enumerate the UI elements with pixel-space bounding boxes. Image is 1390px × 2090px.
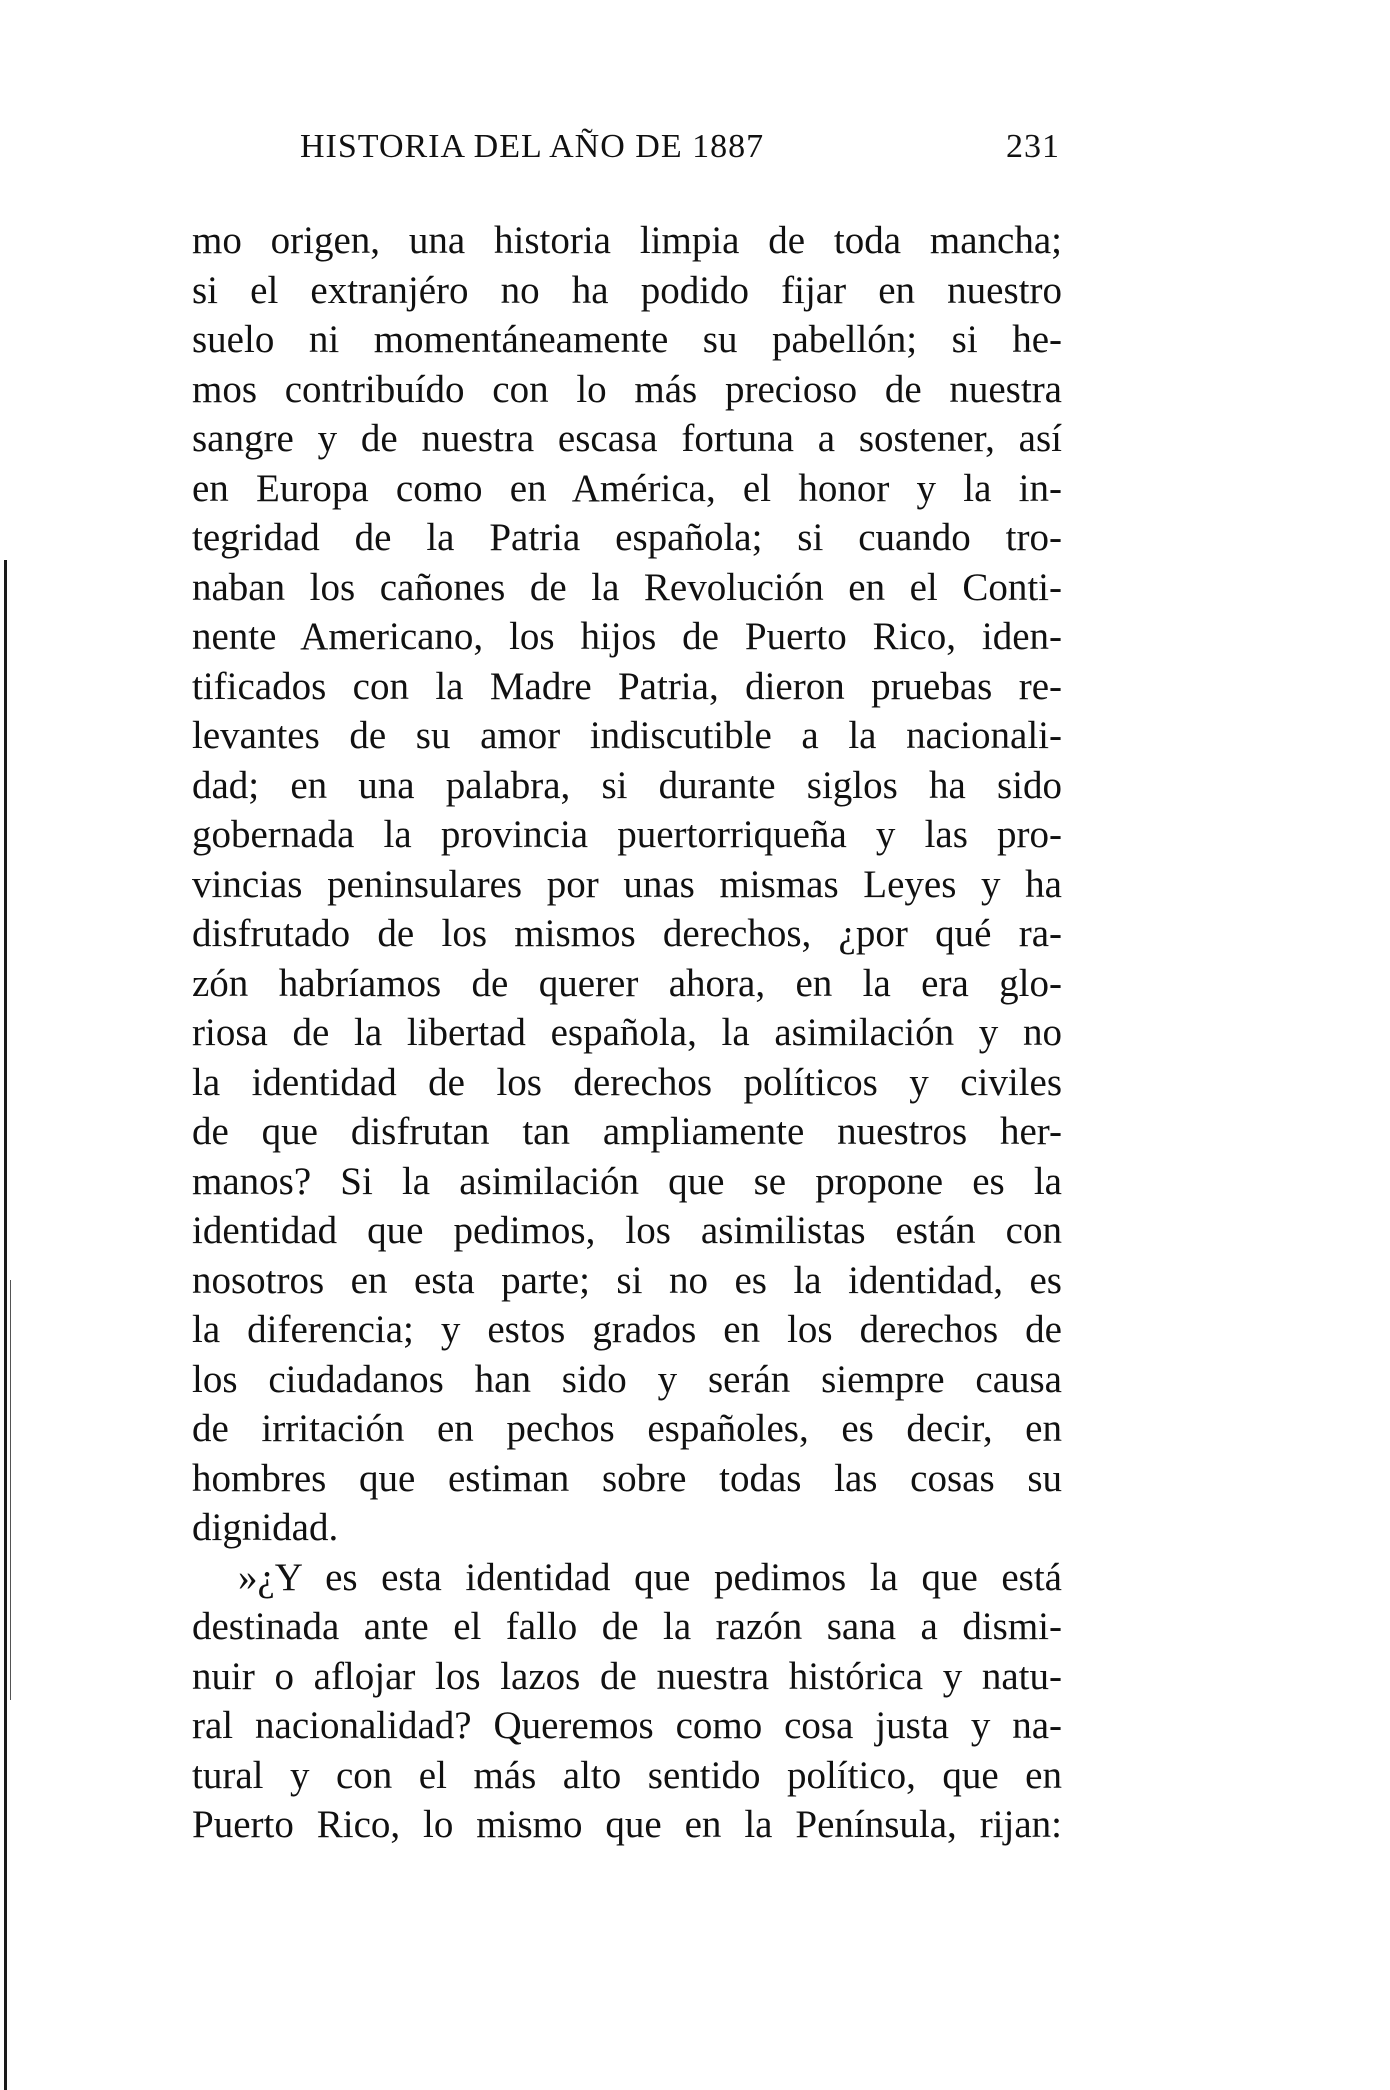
text-line: nuir o aflojar los lazos de nuestra histórica y natu- — [192, 1654, 1062, 1698]
body-text — [192, 216, 1062, 1850]
text-line: disfrutado de los mismos derechos, ¿por qué ra- — [192, 912, 1062, 955]
text-line: ral nacionalidad? Queremos como cosa justa y na- — [192, 1704, 1062, 1747]
text-line: vincias peninsulares por unas mismas Leyes y ha — [192, 862, 1062, 906]
text-line: riosa de la libertad española, la asimilación y no — [192, 1011, 1062, 1054]
text-line: zón habríamos de querer ahora, en la era glo- — [192, 961, 1062, 1005]
text-line: nosotros en esta parte; si no es la identidad, es — [192, 1258, 1062, 1302]
text-line: Puerto Rico, lo mismo que en la Península, rijan: — [192, 1803, 1062, 1846]
running-head — [300, 128, 1060, 178]
text-line: los ciudadanos han sido y serán siempre causa — [192, 1357, 1062, 1401]
text-line: la diferencia; y estos grados en los derechos de — [192, 1308, 1062, 1351]
page-number: 231 — [1006, 128, 1060, 165]
text-line: hombres que estiman sobre todas las cosas su — [192, 1456, 1062, 1500]
text-line: la identidad de los derechos políticos y civiles — [192, 1060, 1062, 1104]
text-line: mo origen, una historia limpia de toda mancha; — [192, 219, 1062, 262]
paragraph-1 — [192, 216, 1062, 1553]
text-line: dad; en una palabra, si durante siglos ha sido — [192, 763, 1062, 807]
text-line: gobernada la provincia puertorriqueña y las pro- — [192, 813, 1062, 856]
text-line: en Europa como en América, el honor y la in- — [192, 466, 1062, 510]
text-line: suelo ni momentáneamente su pabellón; si he- — [192, 318, 1062, 361]
text-line: si el extranjéro no ha podido fijar en nuestro — [192, 268, 1062, 312]
paragraph-2 — [192, 1553, 1062, 1850]
running-title: HISTORIA DEL AÑO DE 1887 — [300, 128, 765, 165]
text-line: dignidad. — [192, 1506, 339, 1549]
text-line: nente Americano, los hijos de Puerto Rico, iden- — [192, 615, 1062, 658]
text-line: levantes de su amor indiscutible a la nacionali- — [192, 714, 1062, 757]
text-line: destinada ante el fallo de la razón sana a dismi- — [192, 1605, 1062, 1648]
text-line: sangre y de nuestra escasa fortuna a sostener, así — [192, 417, 1062, 460]
text-line: de que disfrutan tan ampliamente nuestros her- — [192, 1110, 1062, 1153]
text-line: naban los cañones de la Revolución en el Conti- — [192, 565, 1062, 609]
text-line: de irritación en pechos españoles, es decir, en — [192, 1407, 1062, 1450]
text-line: tegridad de la Patria española; si cuando tro- — [192, 516, 1062, 559]
text-line: manos? Si la asimilación que se propone es la — [192, 1159, 1062, 1203]
text-line: tificados con la Madre Patria, dieron pruebas re- — [192, 664, 1062, 708]
text-line: mos contribuído con lo más precioso de nuestra — [192, 367, 1062, 411]
text-line: identidad que pedimos, los asimilistas están con — [192, 1209, 1062, 1252]
binding-edge-mark — [10, 1280, 11, 1700]
text-line: tural y con el más alto sentido político, que en — [192, 1753, 1062, 1797]
text-line: »¿Y es esta identidad que pedimos la que está — [238, 1555, 1062, 1599]
binding-edge-shadow — [4, 560, 7, 2090]
